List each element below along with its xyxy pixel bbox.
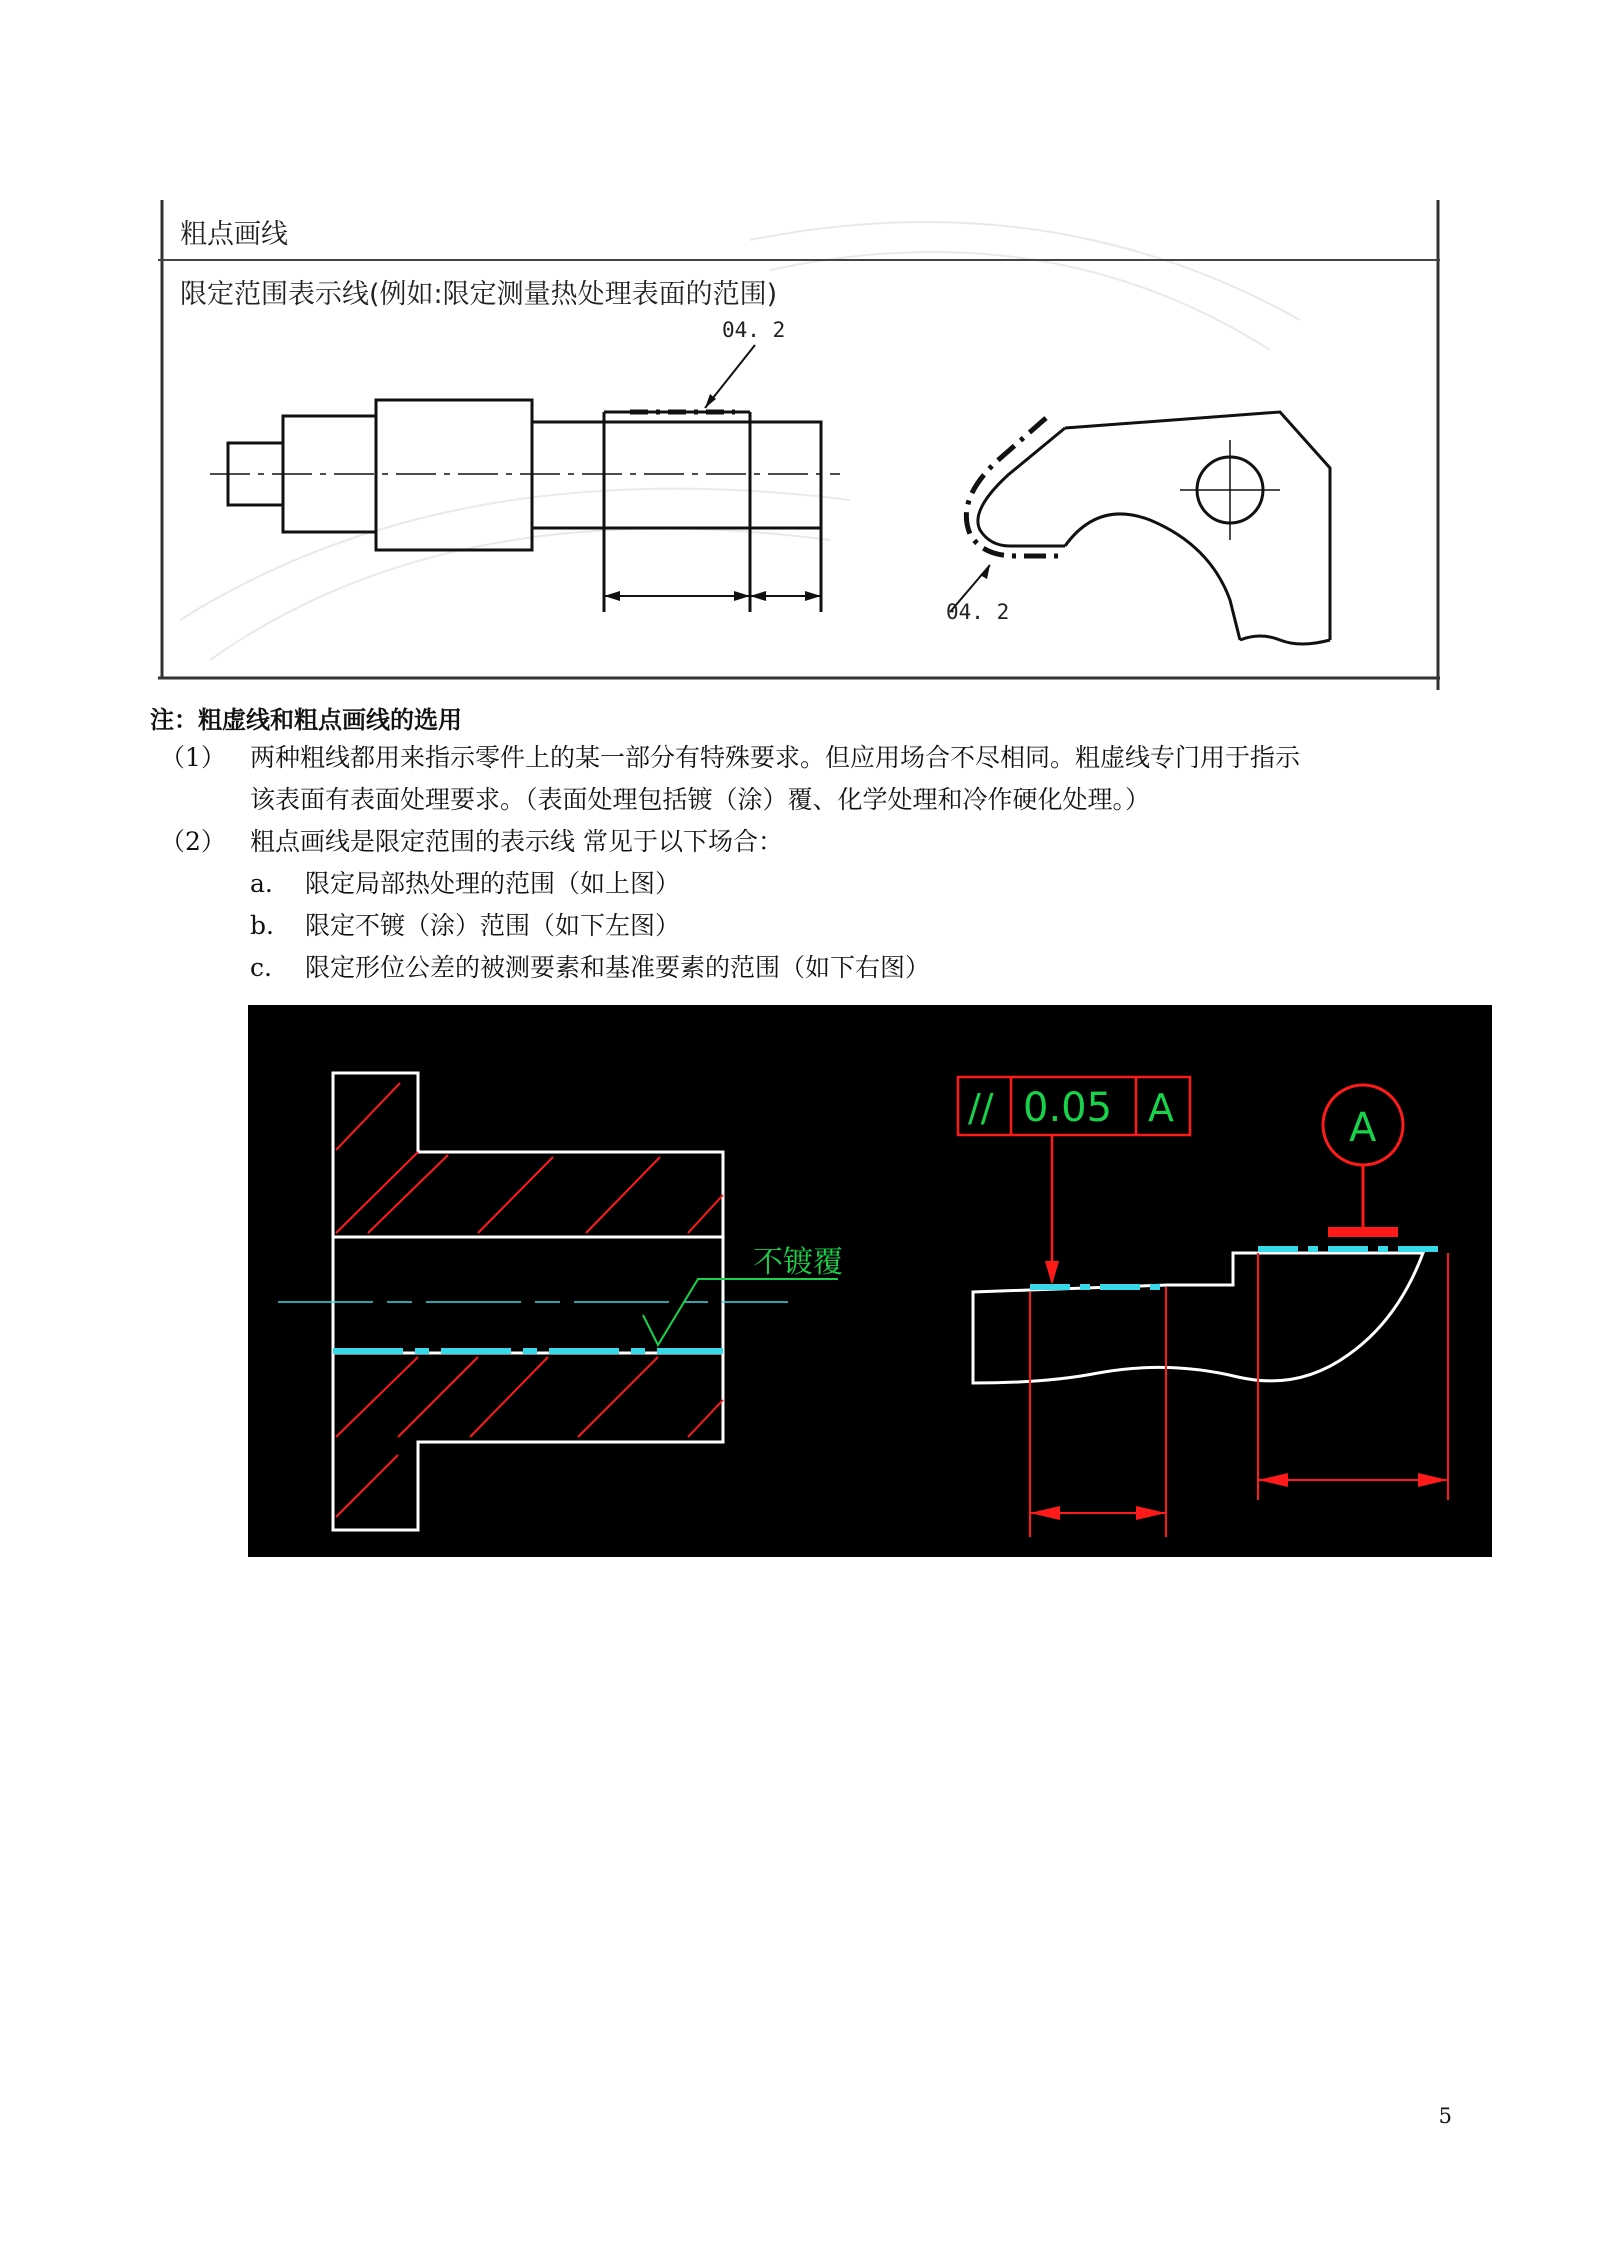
sub-item-letter: b. bbox=[250, 911, 274, 940]
list-item-text: 该表面有表面处理要求。（表面处理包括镀（涂）覆、化学处理和冷作硬化处理。） bbox=[250, 785, 1151, 814]
scanned-table-figure bbox=[150, 200, 1440, 690]
list-item-text: 两种粗线都用来指示零件上的某一部分有特殊要求。但应用场合不尽相同。粗虚线专门用于指示 bbox=[250, 743, 1301, 772]
table-row-label: 限定范围表示线(例如:限定测量热处理表面的范围) bbox=[180, 279, 778, 310]
sub-item-letter: c. bbox=[250, 953, 272, 982]
sub-item-text: 限定不镀（涂）范围（如下左图） bbox=[305, 911, 681, 940]
page-number: 5 bbox=[1438, 2104, 1452, 2128]
list-item-number: （2） bbox=[160, 827, 226, 856]
sub-item-text: 限定形位公差的被测要素和基准要素的范围（如下右图） bbox=[305, 953, 931, 982]
datum-letter: A bbox=[1349, 1105, 1377, 1151]
dimension-label-shaft: 04. 2 bbox=[722, 318, 786, 342]
dimension-label-hook: 04. 2 bbox=[946, 600, 1010, 624]
tolerance-value: 0.05 bbox=[1023, 1085, 1113, 1131]
no-plating-label: 不镀覆 bbox=[753, 1245, 843, 1280]
list-item-text: 粗点画线是限定范围的表示线 常见于以下场合： bbox=[250, 827, 783, 856]
list-item-number: （1） bbox=[160, 743, 226, 772]
tolerance-datum-ref: A bbox=[1148, 1086, 1174, 1130]
tolerance-symbol: // bbox=[968, 1086, 994, 1130]
note-title: 注：粗虚线和粗点画线的选用 bbox=[150, 706, 462, 734]
cad-drawing bbox=[248, 1005, 1492, 1557]
table-header: 粗点画线 bbox=[180, 219, 288, 250]
sub-item-letter: a. bbox=[250, 869, 273, 898]
cad-figure bbox=[248, 1005, 1492, 1557]
sub-item-text: 限定局部热处理的范围（如上图） bbox=[305, 869, 681, 898]
